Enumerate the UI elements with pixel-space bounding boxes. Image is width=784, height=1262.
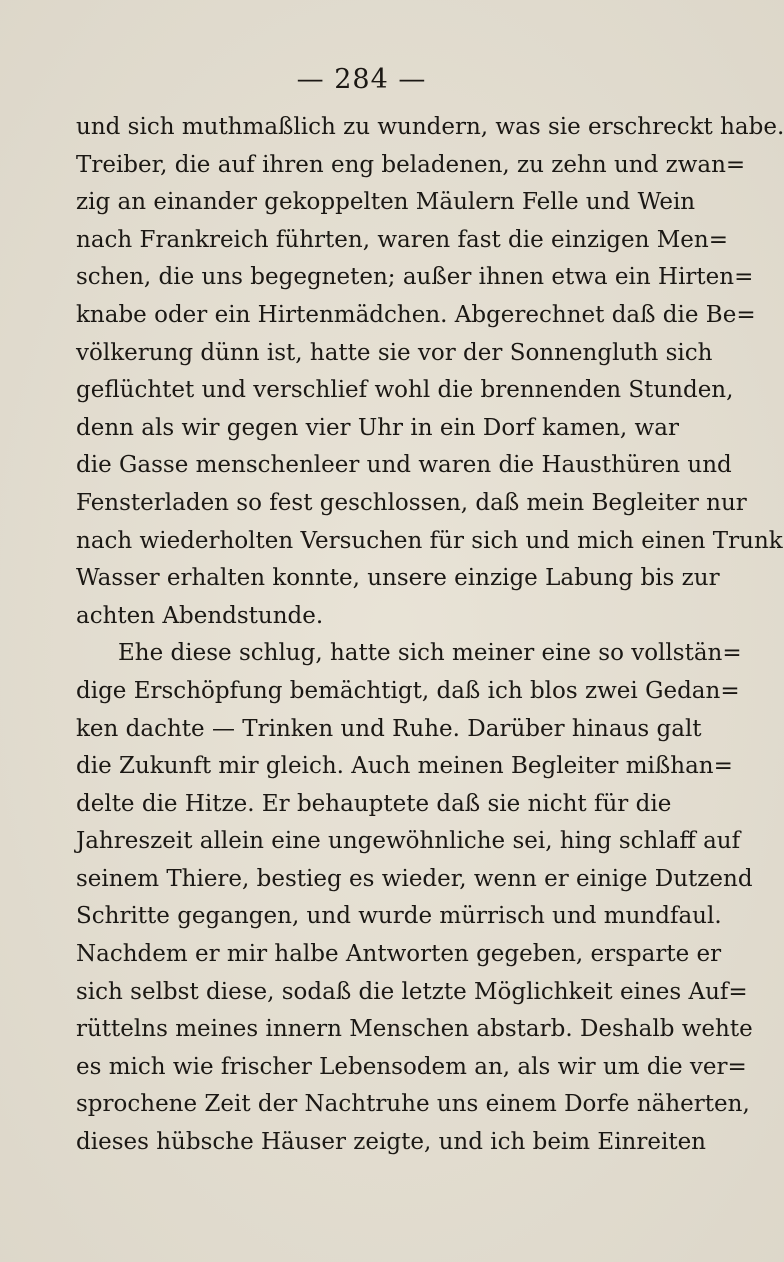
text-line: achten Abendstunde.: [76, 602, 324, 629]
text-line: delte die Hitze. Er behauptete daß sie nicht für die: [76, 790, 672, 817]
text-line: und sich muthmaßlich zu wundern, was sie erschreckt habe.: [76, 114, 784, 140]
text-line: Treiber, die auf ihren eng beladenen, zu zehn und zwan=: [76, 151, 746, 178]
text-line: dige Erschöpfung bemächtigt, daß ich blos zwei Gedan=: [76, 677, 740, 704]
text-line: nach Frankreich führten, waren fast die einzigen Men=: [76, 226, 729, 253]
body-text: [76, 109, 784, 1162]
text-line: sich selbst diese, sodaß die letzte Möglichkeit eines Auf=: [76, 978, 748, 1005]
text-line: völkerung dünn ist, hatte sie vor der Sonnengluth sich: [76, 339, 713, 366]
text-line: sprochene Zeit der Nachtruhe uns einem Dorfe näherten,: [76, 1091, 750, 1118]
text-line: Nachdem er mir halbe Antworten gegeben, ersparte er: [76, 941, 722, 968]
text-line: seinem Thiere, bestieg es wieder, wenn er einige Dutzend: [76, 865, 753, 892]
page-number: — 284 —: [296, 64, 427, 95]
text-line: Schritte gegangen, und wurde mürrisch und mundfaul.: [76, 903, 722, 930]
text-line: Fensterladen so fest geschlossen, daß mein Begleiter nur: [76, 489, 747, 516]
text-line: Ehe diese schlug, hatte sich meiner eine so vollstän=: [118, 640, 742, 667]
text-line: geflüchtet und verschlief wohl die brennenden Stunden,: [76, 377, 734, 404]
text-line: nach wiederholten Versuchen für sich und mich einen Trunk: [76, 527, 783, 554]
text-line: ken dachte — Trinken und Ruhe. Darüber hinaus galt: [76, 715, 702, 742]
text-line: denn als wir gegen vier Uhr in ein Dorf kamen, war: [76, 414, 679, 441]
text-line: knabe oder ein Hirtenmädchen. Abgerechnet daß die Be=: [76, 301, 756, 328]
text-line: Wasser erhalten konnte, unsere einzige Labung bis zur: [76, 565, 720, 592]
text-line: schen, die uns begegneten; außer ihnen etwa ein Hirten=: [76, 264, 754, 291]
text-line: rüttelns meines innern Menschen abstarb. Deshalb wehte: [76, 1016, 753, 1043]
text-line: dieses hübsche Häuser zeigte, und ich beim Einreiten: [76, 1129, 706, 1156]
text-line: zig an einander gekoppelten Mäulern Felle und Wein: [76, 189, 696, 216]
text-line: die Gasse menschenleer und waren die Hausthüren und: [76, 452, 732, 479]
text-line: die Zukunft mir gleich. Auch meinen Begleiter mißhan=: [76, 753, 733, 780]
text-line: es mich wie frischer Lebensodem an, als wir um die ver=: [76, 1053, 747, 1080]
text-line: Jahreszeit allein eine ungewöhnliche sei, hing schlaff auf: [76, 828, 741, 855]
